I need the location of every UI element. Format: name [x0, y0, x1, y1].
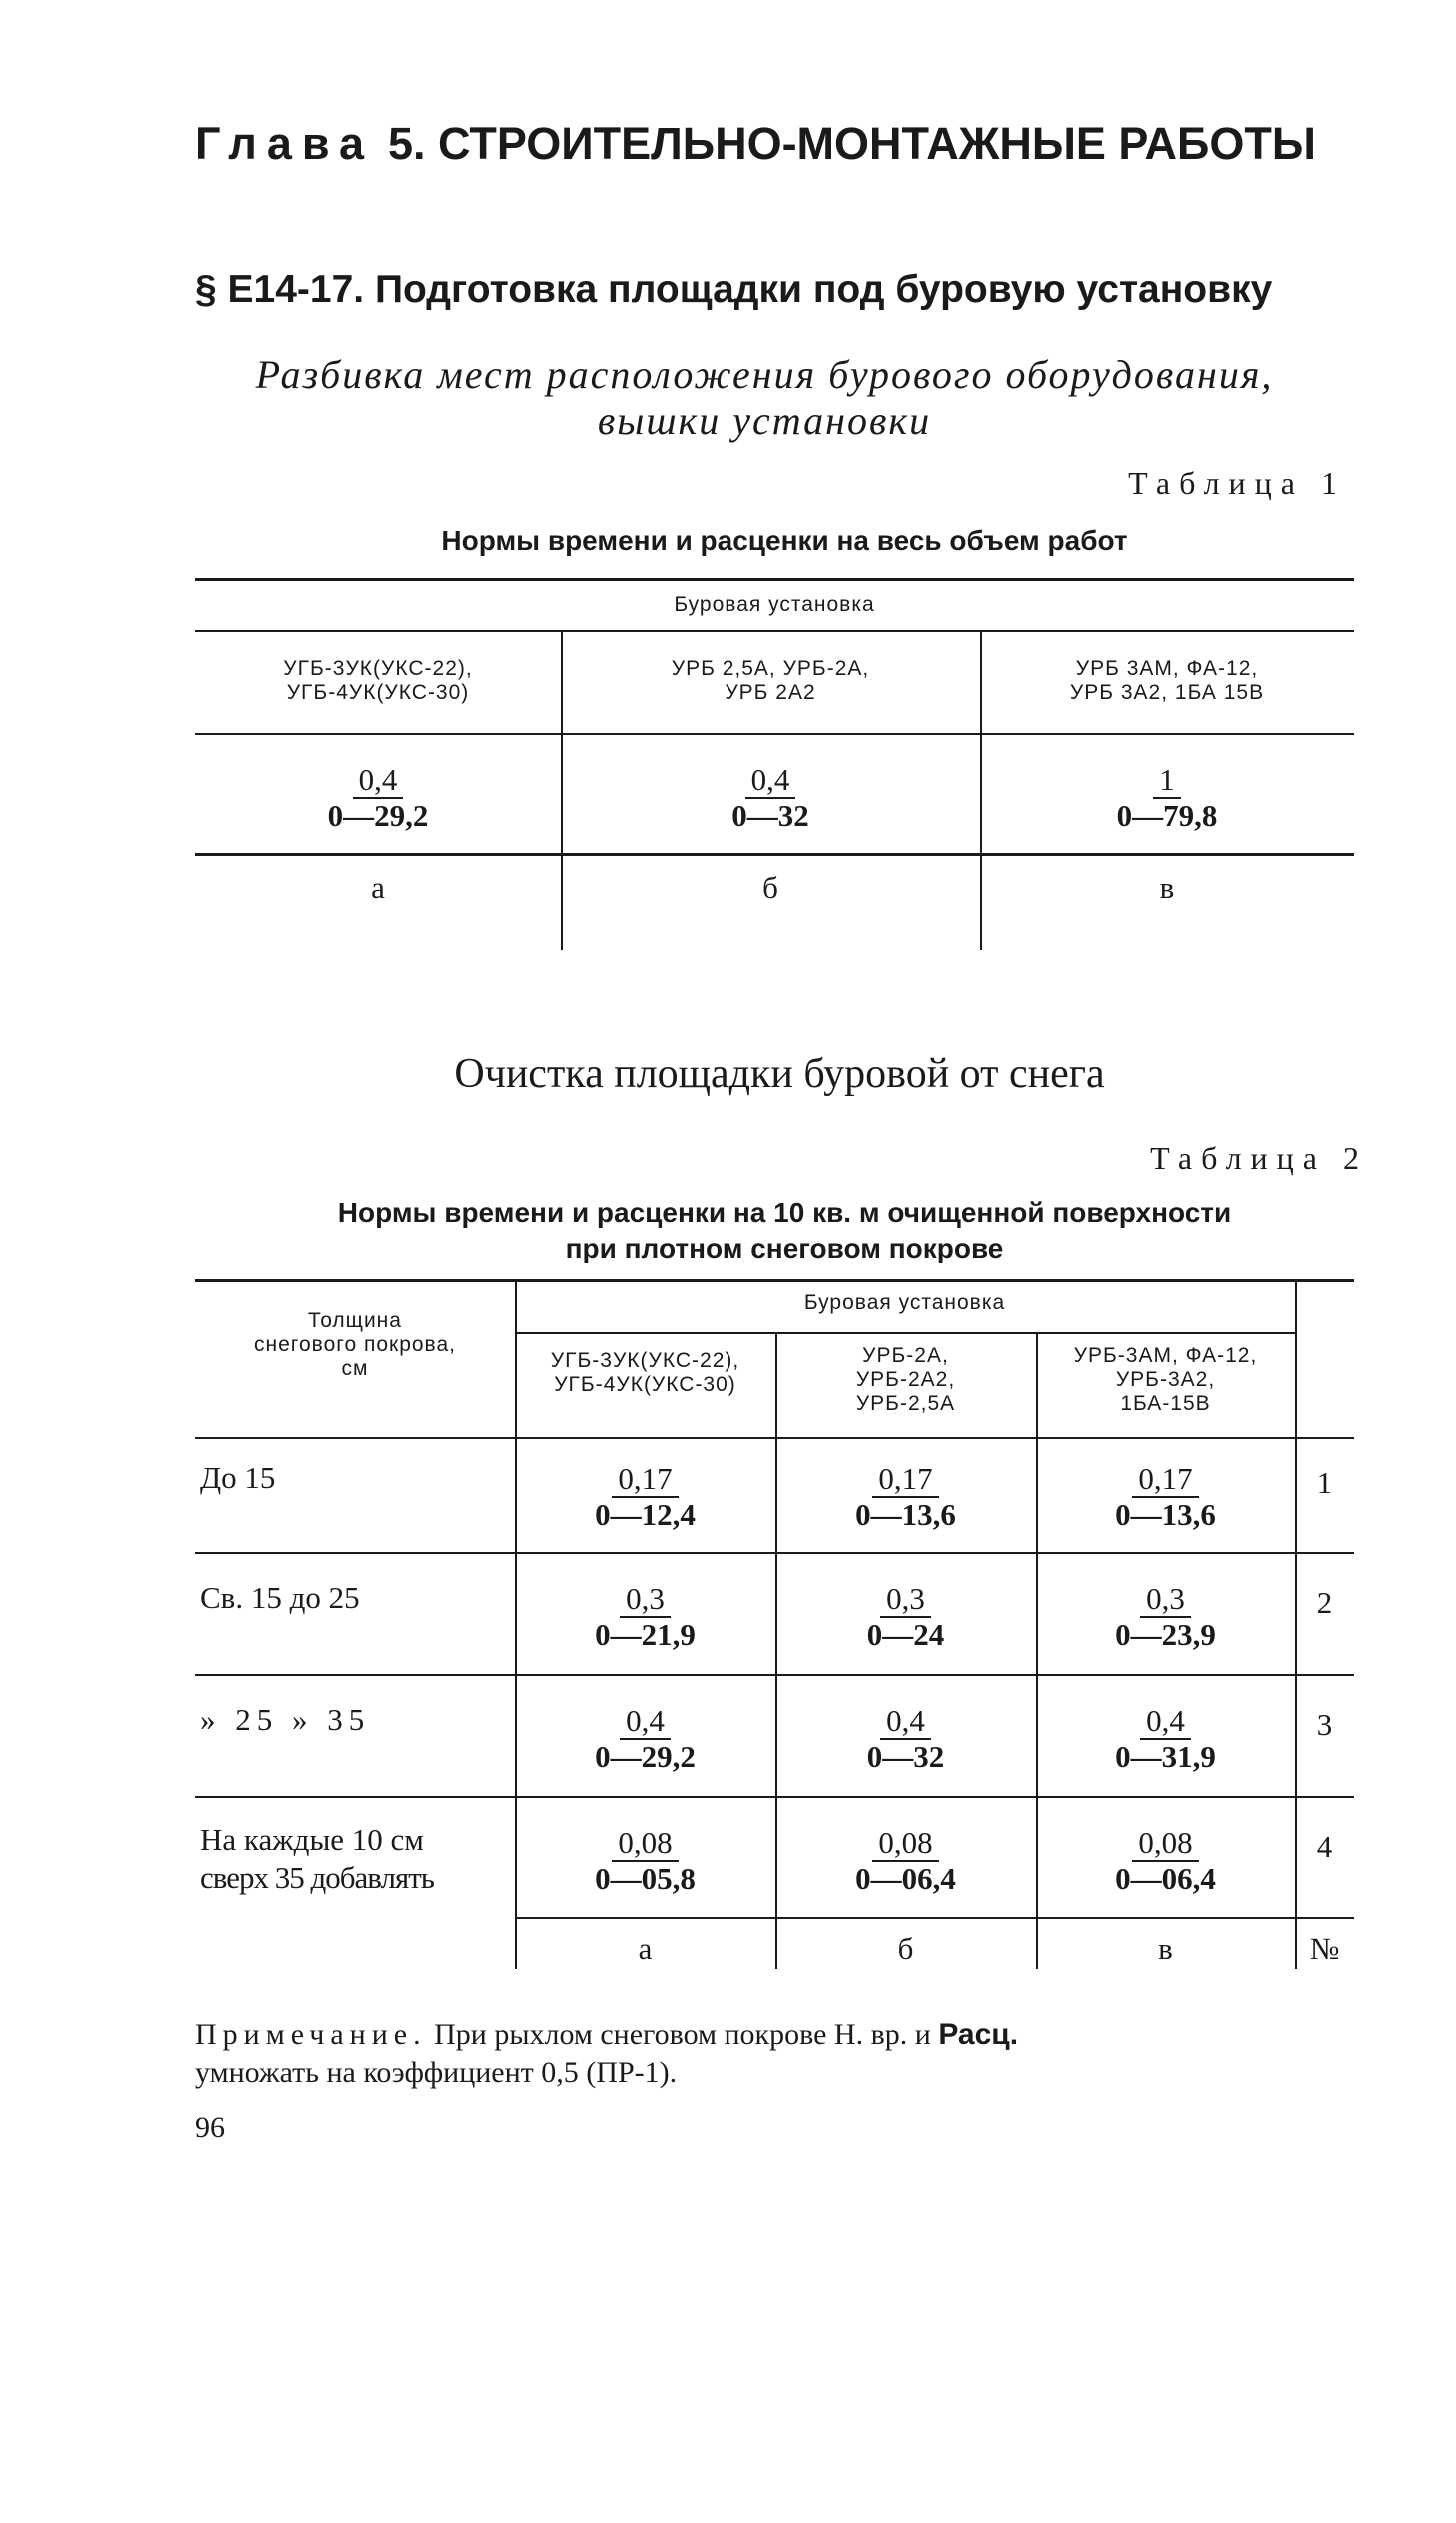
rate-numerator: 0,4: [1140, 1704, 1191, 1740]
table2-divider: [1295, 1279, 1297, 1969]
rate-denominator: 0—24: [866, 1617, 945, 1652]
subtitle: [150, 352, 1379, 444]
table2-row-label: [200, 1701, 510, 1739]
rate-numerator: 0,4: [620, 1704, 671, 1740]
rate-denominator: 0—13,6: [1115, 1497, 1216, 1532]
table1-col-header: [561, 657, 980, 705]
row-label-line: » 25 » 35: [200, 1702, 371, 1737]
header-line: УГБ-4УК(УКС-30): [554, 1373, 736, 1396]
table1-caption: Нормы времени и расценки на весь объем работ: [441, 525, 1128, 556]
table1-top-rule: [195, 578, 1354, 581]
table1-col-header-line: УРБ 2А2: [725, 681, 816, 704]
table2-cell: [1036, 1704, 1295, 1774]
header-line: УРБ-2А2,: [855, 1368, 956, 1391]
header-line: УРБ-3АМ, ФА-12,: [1073, 1344, 1258, 1367]
table1-col-header-line: УРБ 3А2, 1БА 15В: [1069, 681, 1265, 704]
note-bold-word: Расц.: [938, 2018, 1019, 2051]
table2-rule: [515, 1332, 1295, 1334]
header-line: снегового покрова,: [254, 1333, 456, 1356]
table2-row-label: [200, 1821, 515, 1897]
chapter-title-text: 5. СТРОИТЕЛЬНО-МОНТАЖНЫЕ РАБОТЫ: [387, 118, 1316, 169]
rate-denominator: 0—31,9: [1115, 1739, 1216, 1774]
header-line: 1БА-15В: [1120, 1392, 1211, 1415]
table2-number-label: №: [1309, 1931, 1340, 1966]
table2-rule: [195, 1796, 1354, 1798]
table1-value: [561, 763, 980, 833]
table2-cell: [515, 1582, 775, 1652]
table2-group-header: Буровая установка: [803, 1291, 1006, 1314]
rate-denominator: 0—23,9: [1115, 1617, 1216, 1652]
table1-col-letter: а: [371, 870, 385, 905]
table2-caption-line-1: Нормы времени и расценки на 10 кв. м очищенной поверхности: [337, 1197, 1232, 1228]
row-label-line: сверх 35 добавлять: [200, 1860, 434, 1895]
table2-col-letter: б: [897, 1931, 914, 1966]
table2-col-letter: в: [1158, 1931, 1173, 1966]
table1-col-letter: б: [762, 870, 778, 905]
rate-denominator: 0—13,6: [855, 1497, 956, 1532]
table2-cell: [1036, 1462, 1295, 1532]
table2-cell: [1036, 1826, 1295, 1896]
table2-cell: [515, 1704, 775, 1774]
rate-numerator: 0,4: [353, 763, 404, 799]
table2-cell: [775, 1826, 1036, 1896]
rate-numerator: 0,4: [880, 1704, 931, 1740]
header-line: см: [341, 1357, 369, 1380]
table2-top-rule: [195, 1279, 1354, 1282]
table2-label: Таблица 2: [1150, 1140, 1368, 1176]
chapter-prefix: Глава: [195, 118, 374, 169]
header-line: УРБ-2А,: [862, 1344, 949, 1367]
section-title: § Е14-17. Подготовка площадки под буровую установку: [195, 268, 1273, 311]
table1-rule: [195, 853, 1354, 856]
table2-row-number: 1: [1316, 1465, 1333, 1500]
rate-numerator: 0,17: [872, 1462, 938, 1498]
rate-denominator: 0—06,4: [855, 1861, 956, 1896]
header-line: УРБ-2,5А: [855, 1392, 956, 1415]
table2-cell: [1036, 1582, 1295, 1652]
table1-value: [195, 763, 561, 833]
table1-col-header-line: УРБ 2,5А, УРБ-2А,: [671, 657, 870, 680]
rate-numerator: 0,3: [880, 1582, 931, 1618]
table2-rule: [515, 1917, 1354, 1919]
note-text: При рыхлом снеговом покрове Н. вр. и: [434, 2018, 931, 2051]
table2-cell: [515, 1462, 775, 1532]
table2-row-label: [200, 1459, 510, 1497]
rate-numerator: 0,08: [612, 1826, 678, 1862]
row-label-line: До 15: [200, 1460, 276, 1495]
row-label-line: Св. 15 до 25: [200, 1580, 360, 1615]
rate-numerator: 0,08: [872, 1826, 938, 1862]
rate-numerator: 0,17: [1132, 1462, 1198, 1498]
table2-col-letter: а: [638, 1931, 653, 1966]
table2-rule: [195, 1552, 1354, 1554]
rate-denominator: 0—32: [866, 1739, 945, 1774]
table2-row-label: [200, 1579, 510, 1617]
rate-numerator: 0,17: [612, 1462, 678, 1498]
table2-first-col-header: [195, 1309, 515, 1381]
rate-denominator: 0—32: [731, 798, 809, 833]
table2-cell: [775, 1462, 1036, 1532]
header-line: Толщина: [308, 1309, 402, 1332]
table1-col-header-line: УГБ-4УК(УКС-30): [286, 681, 470, 704]
subtitle-line-2: вышки установки: [597, 398, 932, 443]
page-number: 96: [195, 2111, 225, 2144]
table1-col-header: [980, 657, 1354, 705]
table1-col-header-line: УРБ 3АМ, ФА-12,: [1075, 657, 1259, 680]
subtitle-line-1: Разбивка мест расположения бурового оборудования,: [255, 352, 1274, 397]
rate-denominator: 0—29,2: [327, 798, 429, 833]
rate-denominator: 0—05,8: [595, 1861, 696, 1896]
rate-numerator: 0,3: [1140, 1582, 1191, 1618]
table1-rule: [195, 630, 1354, 632]
rate-numerator: 0,4: [745, 763, 796, 799]
rate-numerator: 0,3: [620, 1582, 671, 1618]
table2-cell: [775, 1582, 1036, 1652]
rate-denominator: 0—21,9: [595, 1617, 696, 1652]
note-text-continued: умножать на коэффициент 0,5 (ПР-1).: [195, 2056, 678, 2089]
table1-label: Таблица 1: [1128, 465, 1346, 501]
table2-rule: [195, 1437, 1354, 1439]
rate-denominator: 0—12,4: [595, 1497, 696, 1532]
table2-caption-line-2: при плотном снеговом покрове: [565, 1233, 1004, 1263]
rate-numerator: 1: [1153, 763, 1181, 799]
rate-denominator: 0—29,2: [595, 1739, 696, 1774]
table1-col-header: [195, 657, 561, 705]
rate-numerator: 0,08: [1132, 1826, 1198, 1862]
note-prefix: Примечание.: [195, 2018, 427, 2051]
table1-col-letter: в: [1159, 870, 1175, 905]
table2-col-header: [515, 1349, 775, 1397]
table1-col-header-line: УГБ-3УК(УКС-22),: [283, 657, 473, 680]
table2-row-number: 4: [1316, 1829, 1333, 1864]
rate-denominator: 0—79,8: [1116, 798, 1218, 833]
table1-value: [980, 763, 1354, 833]
header-line: УГБ-3УК(УКС-22),: [550, 1349, 740, 1372]
rate-denominator: 0—06,4: [1115, 1861, 1216, 1896]
table2-caption: [195, 1195, 1374, 1266]
row-label-line: На каждые 10 см: [200, 1822, 424, 1857]
table2-col-header: [775, 1344, 1036, 1416]
note: [195, 2016, 1374, 2092]
table2-cell: [775, 1704, 1036, 1774]
chapter-title: [195, 118, 1394, 170]
table1-rule: [195, 733, 1354, 735]
table2-cell: [515, 1826, 775, 1896]
table2-rule: [195, 1674, 1354, 1676]
section-heading: Очистка площадки буровой от снега: [454, 1051, 1105, 1097]
table2-row-number: 2: [1316, 1585, 1333, 1620]
table2-row-number: 3: [1316, 1707, 1333, 1742]
header-line: УРБ-3А2,: [1115, 1368, 1216, 1391]
table2-col-header: [1036, 1344, 1295, 1416]
table1-group-header: Буровая установка: [674, 593, 875, 616]
